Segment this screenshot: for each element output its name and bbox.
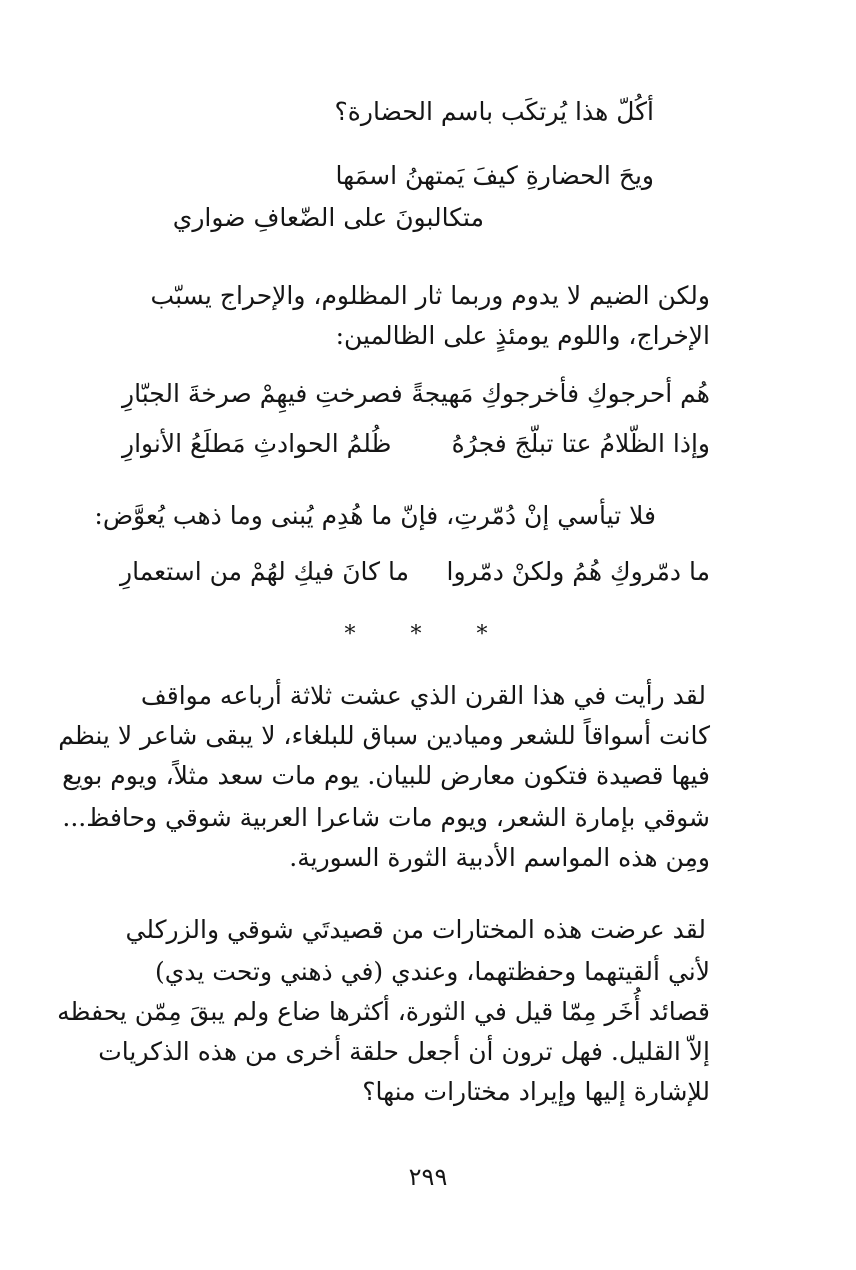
paragraph-2-line-1: فلا تيأسي إنْ دُمّرتِ، فإنّ ما هُدِم يُبنى وما ذهب يُعوَّض: <box>94 501 656 530</box>
verse-2-second-half: ظُلمُ الحوادثِ مَطلَعُ الأنوارِ <box>122 429 392 458</box>
page-number: ٢٩٩ <box>408 1163 448 1191</box>
paragraph-3-line-3: فيها قصيدة فتكون معارض للبيان. يوم مات سعد مثلاً، ويوم بويع <box>62 761 710 790</box>
paragraph-4-line-5: للإشارة إليها وإيراد مختارات منها؟ <box>362 1077 710 1106</box>
verse-2-first-half: وإذا الظّلامُ عتا تبلّجَ فجرُهُ <box>451 429 710 458</box>
paragraph-4-line-4: إلاّ القليل. فهل ترون أن أجعل حلقة أخرى من هذه الذكريات <box>98 1037 710 1066</box>
poem-line-3: متكالبونَ على الضّعافِ ضواري <box>172 203 484 232</box>
paragraph-3-line-2: كانت أسواقاً للشعر وميادين سباق للبلغاء، لا يبقى شاعر لا ينظم <box>58 721 710 750</box>
paragraph-4-line-3: قصائد أُخَر مِمّا قيل في الثورة، أكثرها ضاع ولم يبقَ مِمّن يحفظه <box>57 997 710 1026</box>
paragraph-1-line-2: الإخراج، واللوم يومئذٍ على الظالمين: <box>335 321 710 350</box>
section-separator: * * * <box>344 622 512 647</box>
verse-1-first-half: هُم أحرجوكِ فأخرجوكِ مَهيجةً <box>411 379 710 408</box>
paragraph-1-line-1: ولكن الضيم لا يدوم وربما ثار المظلوم، والإحراج يسبّب <box>150 281 710 310</box>
paragraph-3-line-5: ومِن هذه المواسم الأدبية الثورة السورية. <box>289 843 710 872</box>
verse-3-first-half: ما دمّروكِ هُمُ ولكنْ دمّروا <box>446 557 710 586</box>
poem-line-2: ويحَ الحضارةِ كيفَ يَمتهنُ اسمَها <box>335 161 654 190</box>
verse-1-second-half: فصرختِ فيهِمْ صرخةَ الجبّارِ <box>122 379 403 408</box>
verse-3-second-half: ما كانَ فيكِ لهُمْ من استعمارِ <box>120 557 410 586</box>
paragraph-3-line-1: لقد رأيت في هذا القرن الذي عشت ثلاثة أرباعه مواقف <box>140 681 706 710</box>
poem-line-1: أكُلّ هذا يُرتكَب باسم الحضارة؟ <box>334 97 654 126</box>
paragraph-3-line-4: شوقي بإمارة الشعر، ويوم مات شاعرا العربية شوقي وحافظ... <box>62 803 710 832</box>
paragraph-4-line-2: لأني ألقيتهما وحفظتهما، وعندي (في ذهني وتحت يدي) <box>154 957 710 986</box>
paragraph-4-line-1: لقد عرضت هذه المختارات من قصيدتَي شوقي والزركلي <box>125 915 706 944</box>
